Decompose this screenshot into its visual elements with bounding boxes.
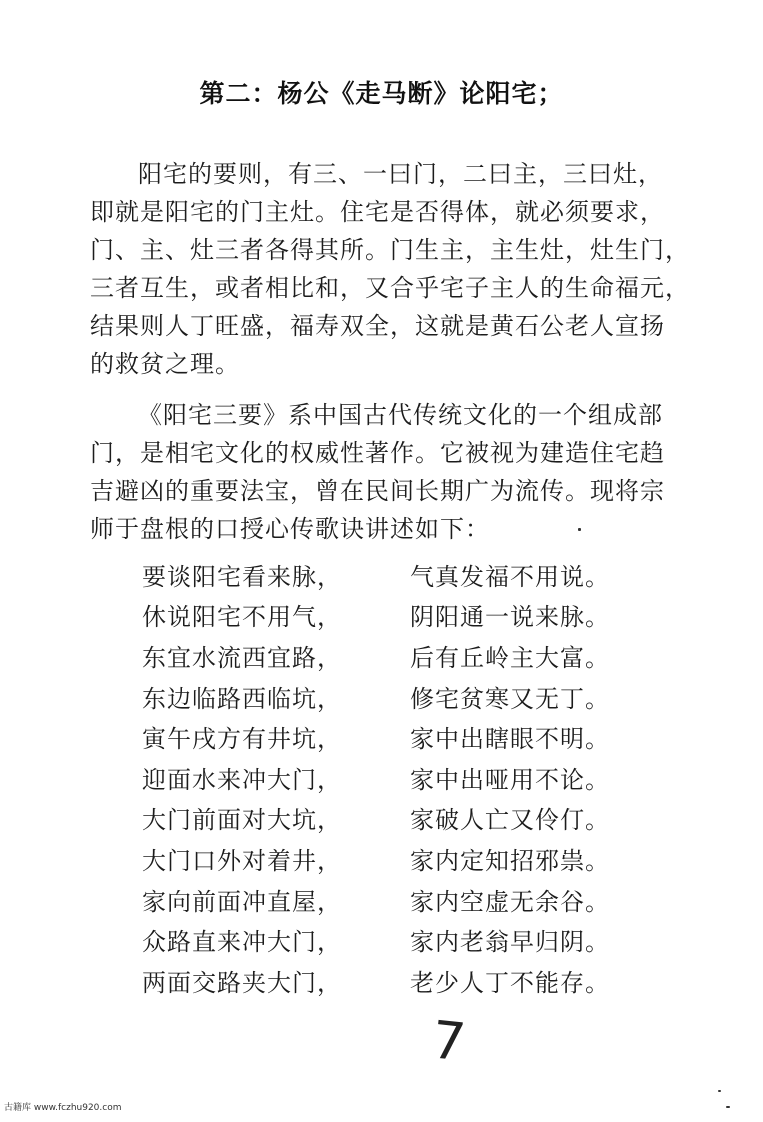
scan-speck	[718, 1090, 721, 1092]
paragraph-2-line: 《阳宅三要》系中国古代传统文化的一个组成部	[138, 401, 663, 429]
verse-row	[142, 635, 702, 676]
scan-speck	[578, 528, 581, 531]
watermark: 古籍库 www.fczhu920.com	[4, 1103, 122, 1113]
page-title: 第二：杨公《走马断》论阳宅；	[199, 79, 564, 108]
verse-first-half: 东边临路西临坑，	[142, 684, 342, 713]
verse-second-half: 家内老翁早归阴。	[410, 928, 610, 957]
verse-row	[142, 757, 702, 798]
paragraph-2-line: 门，是相宅文化的权威性著作。它被视为建造住宅趋	[90, 439, 665, 467]
paragraph-1-line: 的救贫之理。	[90, 350, 240, 378]
verse-row	[142, 716, 702, 757]
verse-row	[142, 960, 702, 1001]
verse-row	[142, 838, 702, 879]
verse-second-half: 阴阳通一说来脉。	[410, 603, 610, 632]
verse-first-half: 寅午戌方有井坑，	[142, 725, 342, 754]
verse-second-half: 老少人丁不能存。	[410, 968, 610, 997]
verse-first-half: 要谈阳宅看来脉，	[142, 562, 342, 591]
verse-first-half: 东宜水流西宜路，	[142, 643, 342, 672]
verse-list	[142, 554, 702, 1001]
verse-first-half: 家向前面冲直屋，	[142, 887, 342, 916]
verse-first-half: 两面交路夹大门，	[142, 968, 342, 997]
paragraph-2	[90, 396, 720, 548]
verse-first-half: 众路直来冲大门，	[142, 928, 342, 957]
paragraph-2-line: 师于盘根的口授心传歌诀讲述如下：	[90, 515, 490, 543]
paragraph-1	[90, 155, 720, 383]
paragraph-1-line: 即就是阳宅的门主灶。住宅是否得体，就必须要求，	[90, 198, 665, 226]
paragraph-1-line: 结果则人丁旺盛，福寿双全，这就是黄石公老人宣扬	[90, 312, 665, 340]
verse-first-half: 休说阳宅不用气，	[142, 603, 342, 632]
verse-first-half: 大门前面对大坑，	[142, 806, 342, 835]
verse-row	[142, 676, 702, 717]
verse-row	[142, 554, 702, 595]
verse-second-half: 后有丘岭主大富。	[410, 643, 610, 672]
verse-first-half: 迎面水来冲大门，	[142, 765, 342, 794]
paragraph-1-line: 阳宅的要则，有三、一曰门，二曰主，三曰灶，	[138, 160, 663, 188]
verse-row	[142, 798, 702, 839]
verse-row	[142, 595, 702, 636]
paragraph-1-line: 门、主、灶三者各得其所。门生主，主生灶，灶生门，	[90, 236, 690, 264]
verse-second-half: 气真发福不用说。	[410, 562, 610, 591]
verse-second-half: 家破人亡又伶仃。	[410, 806, 610, 835]
verse-second-half: 家中出瞎眼不明。	[410, 725, 610, 754]
verse-row	[142, 919, 702, 960]
scan-speck	[726, 1106, 730, 1108]
verse-second-half: 家内空虚无余谷。	[410, 887, 610, 916]
paragraph-1-line: 三者互生，或者相比和，又合乎宅子主人的生命福元，	[90, 274, 690, 302]
verse-second-half: 家中出哑用不论。	[410, 765, 610, 794]
verse-second-half: 修宅贫寒又无丁。	[410, 684, 610, 713]
page-number: 7	[428, 1010, 469, 1074]
verse-row	[142, 879, 702, 920]
verse-second-half: 家内定知招邪祟。	[410, 846, 610, 875]
verse-first-half: 大门口外对着井，	[142, 846, 342, 875]
paragraph-2-line: 吉避凶的重要法宝，曾在民间长期广为流传。现将宗	[90, 477, 665, 505]
